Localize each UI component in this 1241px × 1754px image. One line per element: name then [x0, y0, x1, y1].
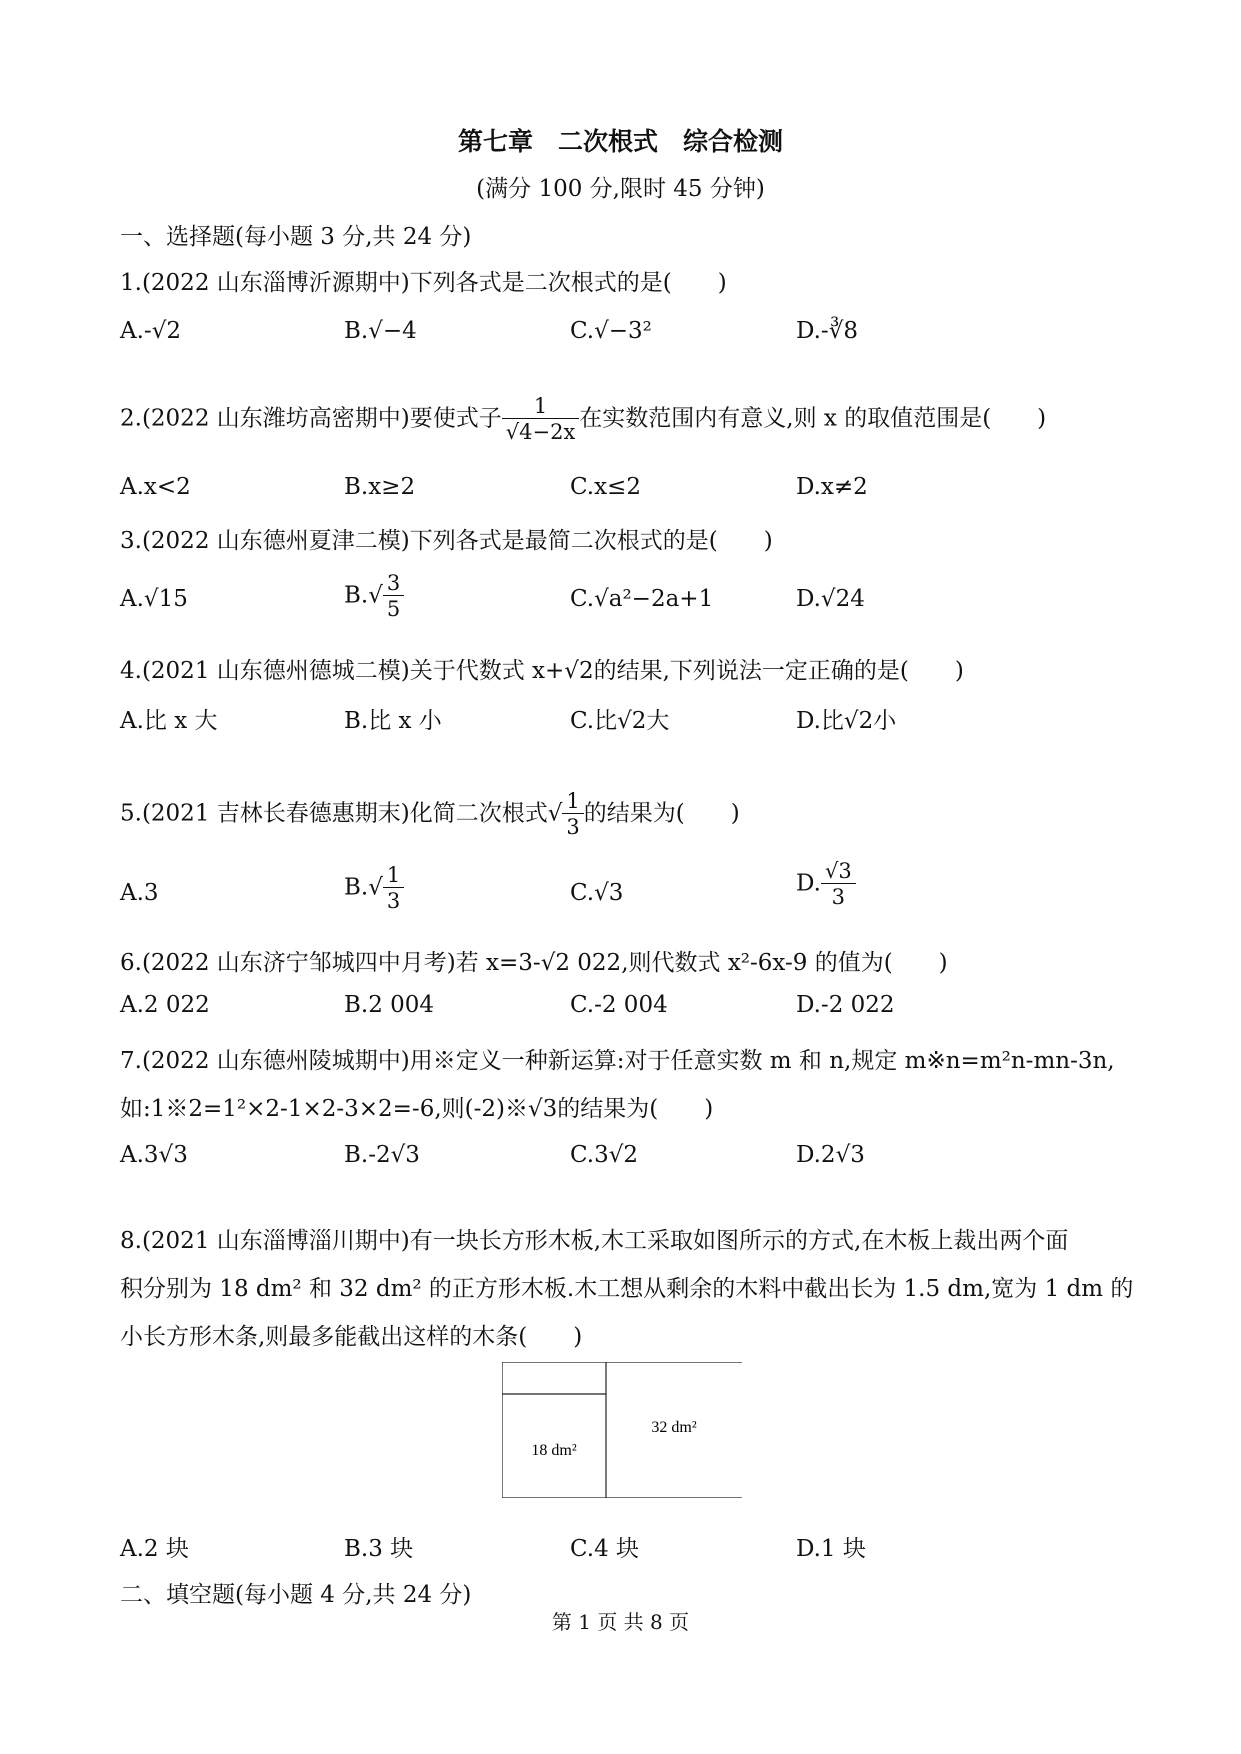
q5-option-d-prefix: D. — [796, 870, 821, 897]
q5-option-b-fraction — [383, 864, 404, 913]
q2-stem-pre: 2.(2022 山东潍坊高密期中)要使式子 — [120, 405, 502, 432]
q8-stem-line-2: 积分别为 18 dm² 和 32 dm² 的正方形木板.木工想从剩余的木料中截出长为 1.5 dm,宽为 1 dm 的 — [120, 1276, 1134, 1302]
q2-stem-post: 在实数范围内有意义,则 x 的取值范围是( ) — [579, 405, 1047, 432]
q5-fraction — [562, 790, 583, 839]
q3-stem: 3.(2022 山东德州夏津二模)下列各式是最简二次根式的是( ) — [120, 528, 773, 554]
q2-fraction — [502, 395, 580, 444]
q5-fraction-denominator: 3 — [562, 813, 583, 839]
q8-stem-line-1: 8.(2021 山东淄博淄川期中)有一块长方形木板,木工采取如图所示的方式,在木板上裁出两个面 — [120, 1228, 1069, 1254]
q2-option-b: B.x≥2 — [344, 474, 416, 500]
q4-option-c: C.比√2大 — [570, 708, 670, 734]
q6-option-d: D.-2 022 — [796, 992, 895, 1018]
q5-option-b — [344, 864, 404, 913]
q5-option-b-prefix: B.√ — [344, 874, 383, 901]
q4-stem: 4.(2021 山东德州德城二模)关于代数式 x+√2的结果,下列说法一定正确的是( ) — [120, 658, 964, 684]
page-subtitle: (满分 100 分,限时 45 分钟) — [476, 176, 765, 202]
q2-option-a: A.x<2 — [120, 474, 191, 500]
q4-option-d: D.比√2小 — [796, 708, 897, 734]
q7-stem-line-1: 7.(2022 山东德州陵城期中)用※定义一种新运算:对于任意实数 m 和 n,规定 m※n=m²n-mn-3n, — [120, 1048, 1115, 1074]
q8-stem-line-3: 小长方形木条,则最多能截出这样的木条( ) — [120, 1324, 583, 1350]
q4-option-b: B.比 x 小 — [344, 708, 442, 734]
q5-option-d-fraction — [821, 860, 856, 909]
q5-stem — [120, 790, 740, 839]
q7-option-a: A.3√3 — [120, 1142, 188, 1168]
q6-option-c: C.-2 004 — [570, 992, 668, 1018]
q3-option-a: A.√15 — [120, 586, 188, 612]
q8-figure-label-small: 18 dm² — [531, 1442, 577, 1459]
q8-board-figure — [502, 1362, 742, 1498]
q2-fraction-denominator: √4−2x — [502, 418, 580, 444]
page-footer: 第 1 页 共 8 页 — [551, 1610, 690, 1634]
page-title: 第七章 二次根式 综合检测 — [457, 127, 783, 156]
q6-option-a: A.2 022 — [120, 992, 210, 1018]
q5-option-d-numerator: √3 — [824, 859, 852, 883]
q7-option-b: B.-2√3 — [344, 1142, 420, 1168]
q8-option-b: B.3 块 — [344, 1536, 414, 1562]
q3-option-d: D.√24 — [796, 586, 865, 612]
q8-option-c: C.4 块 — [570, 1536, 640, 1562]
q7-option-c: C.3√2 — [570, 1142, 639, 1168]
q1-option-c: C.√−3² — [570, 318, 652, 344]
q2-option-d: D.x≠2 — [796, 474, 868, 500]
q5-option-c: C.√3 — [570, 880, 624, 906]
q7-option-d: D.2√3 — [796, 1142, 865, 1168]
q8-figure-label-large: 32 dm² — [651, 1419, 697, 1436]
q5-stem-post: 的结果为( ) — [583, 800, 740, 827]
q8-option-d: D.1 块 — [796, 1536, 866, 1562]
q5-option-b-numerator: 1 — [386, 863, 401, 887]
q3-option-c: C.√a²−2a+1 — [570, 586, 714, 612]
q7-stem-line-2: 如:1※2=1²×2-1×2-3×2=-6,则(-2)※√3的结果为( ) — [120, 1096, 714, 1122]
q8-option-a: A.2 块 — [120, 1536, 189, 1562]
q2-fraction-numerator: 1 — [533, 394, 548, 418]
q6-option-b: B.2 004 — [344, 992, 435, 1018]
q3-option-b-prefix: B.√ — [344, 582, 383, 609]
q6-stem: 6.(2022 山东济宁邹城四中月考)若 x=3-√2 022,则代数式 x²-6x-9 的值为( ) — [120, 950, 948, 976]
q4-option-a: A.比 x 大 — [120, 708, 218, 734]
q1-option-d: D.-∛8 — [796, 318, 858, 344]
q3-option-b-numerator: 3 — [386, 571, 401, 595]
section-heading-fill: 二、填空题(每小题 4 分,共 24 分) — [120, 1582, 472, 1608]
q5-stem-pre: 5.(2021 吉林长春德惠期末)化简二次根式√ — [120, 800, 563, 827]
q1-option-b: B.√−4 — [344, 318, 417, 344]
q1-option-a: A.-√2 — [120, 318, 181, 344]
q2-option-c: C.x≤2 — [570, 474, 641, 500]
q3-option-b — [344, 572, 404, 621]
q5-option-d — [796, 860, 856, 909]
q5-option-b-denominator: 3 — [383, 887, 404, 913]
q5-option-d-denominator: 3 — [821, 883, 856, 909]
q3-option-b-denominator: 5 — [383, 595, 404, 621]
q5-option-a: A.3 — [120, 880, 159, 906]
q2-stem — [120, 395, 1046, 444]
q1-stem: 1.(2022 山东淄博沂源期中)下列各式是二次根式的是( ) — [120, 270, 727, 296]
q5-fraction-numerator: 1 — [566, 789, 580, 813]
q3-option-b-fraction — [383, 572, 404, 621]
section-heading-choice: 一、选择题(每小题 3 分,共 24 分) — [120, 224, 472, 250]
